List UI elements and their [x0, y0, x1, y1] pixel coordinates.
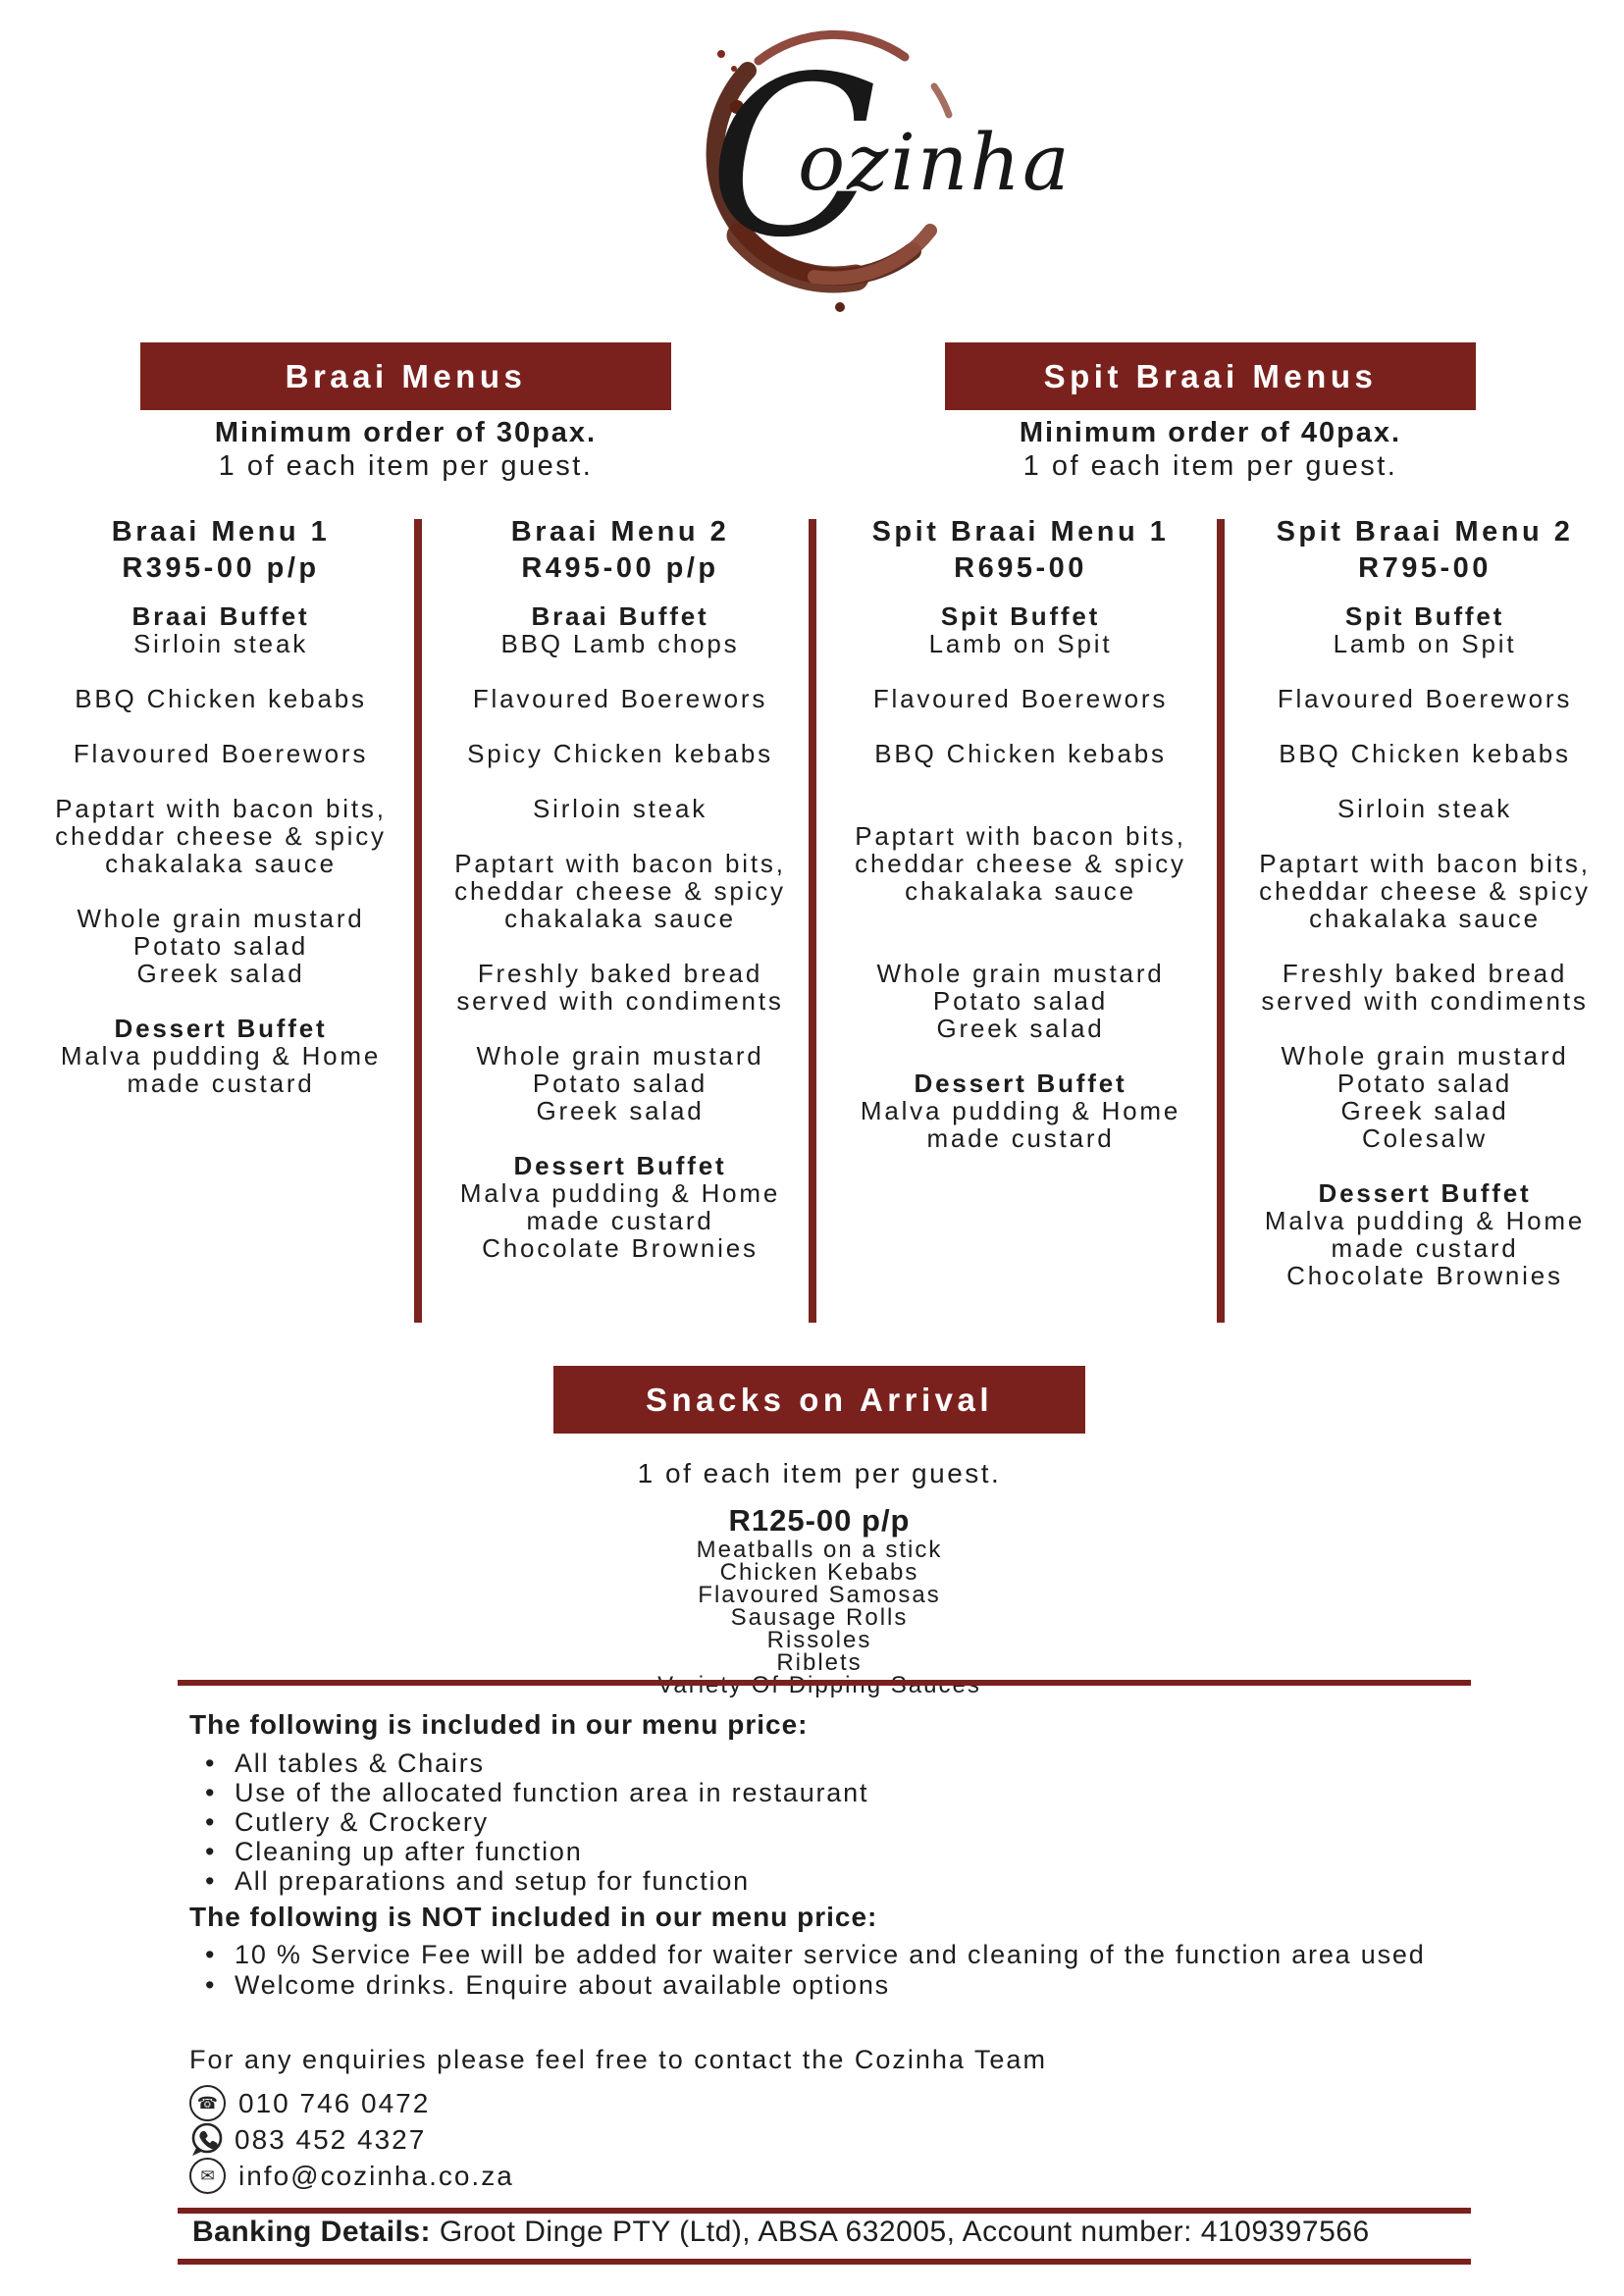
menu-item: chakalaka sauce: [504, 904, 736, 933]
menu-item: Chocolate Brownies: [1286, 1261, 1563, 1290]
menu-block: [32, 1015, 409, 1097]
menu-item: Paptart with bacon bits,: [855, 821, 1186, 851]
snacks-price: R125-00 p/p: [728, 1503, 911, 1538]
menu-item: Lamb on Spit: [1333, 629, 1517, 658]
menu-items: [32, 602, 409, 1097]
menu-block: [1236, 795, 1613, 822]
menu-block: [432, 795, 809, 822]
menu-item: made custard: [127, 1069, 315, 1098]
menu-block: [832, 1070, 1209, 1152]
menu-items: [432, 602, 809, 1262]
braai-menu-2-column: [432, 514, 809, 1262]
bullet-item: • All preparations and setup for function: [189, 1866, 1494, 1896]
column-divider: [414, 519, 422, 1323]
menu-item: Greek salad: [536, 1096, 705, 1125]
phone-row: [189, 2085, 1494, 2121]
snacks-on-arrival-header: [553, 1366, 1085, 1434]
banking-label: Banking Details:: [192, 2216, 432, 2248]
snack-item: Flavoured Samosas: [698, 1582, 941, 1608]
not-included-heading: The following is NOT included in our menu price:: [189, 1902, 878, 1932]
buffet-heading: Spit Buffet: [940, 601, 1101, 631]
snack-item: Meatballs on a stick: [696, 1537, 943, 1563]
section-divider: [178, 1680, 1471, 1686]
bullet-item: • All tables & Chairs: [189, 1748, 1494, 1778]
banking-divider-bottom: [178, 2259, 1471, 2265]
whatsapp-icon: [187, 2121, 225, 2159]
spit-braai-menu-1-column: [832, 514, 1209, 1152]
menu-block: [432, 602, 809, 657]
banking-divider-top: [178, 2208, 1471, 2214]
menu-block: [432, 960, 809, 1015]
column-title: Braai Menu 2 R495-00 p/p: [510, 516, 730, 584]
braai-menus-header: [140, 342, 671, 410]
snacks-title: Snacks on Arrival: [645, 1381, 994, 1418]
menu-item: Whole grain mustard: [876, 959, 1165, 988]
included-list: [189, 1748, 1494, 1896]
snacks-items: [402, 1539, 1236, 1696]
menu-item: Paptart with bacon bits,: [1259, 849, 1591, 878]
spit-minimum-note: [906, 416, 1515, 483]
bullet-item: • 10 % Service Fee will be added for waiter service and cleaning of the function area used: [189, 1941, 1494, 1969]
menu-item: served with condiments: [1261, 986, 1589, 1016]
snack-item: Rissoles: [766, 1627, 872, 1653]
banking-details: [192, 2216, 1488, 2249]
bullet-item: • Cleaning up after function: [189, 1837, 1494, 1866]
menu-item: Freshly baked bread: [477, 959, 763, 988]
snack-item: Chicken Kebabs: [719, 1559, 919, 1586]
envelope-icon: ✉: [189, 2158, 226, 2194]
menu-block: [1236, 960, 1613, 1015]
menu-block: [832, 960, 1209, 1042]
column-title: Braai Menu 1 R395-00 p/p: [111, 516, 331, 584]
menu-item: cheddar cheese & spicy: [855, 849, 1186, 878]
menu-block: [832, 822, 1209, 905]
menu-item: Sirloin steak: [1336, 794, 1513, 823]
whatsapp-number: 083 452 4327: [235, 2123, 427, 2155]
menu-item: Malva pudding & Home: [1264, 1206, 1586, 1235]
menu-block: [32, 740, 409, 767]
menu-item: Colesalw: [1362, 1123, 1488, 1153]
menu-item: Flavoured Boerewors: [73, 739, 369, 768]
menu-item: Flavoured Boerewors: [872, 684, 1169, 713]
menu-item: Lamb on Spit: [928, 629, 1113, 658]
menu-block: [1236, 1042, 1613, 1152]
menu-block: [432, 1042, 809, 1124]
menu-item: served with condiments: [456, 986, 784, 1016]
menu-block: [32, 602, 409, 657]
menu-item: made custard: [926, 1123, 1115, 1153]
column-divider: [809, 519, 816, 1323]
menu-item: chakalaka sauce: [105, 849, 337, 878]
menu-item: Potato salad: [932, 986, 1109, 1016]
buffet-heading: Dessert Buffet: [1318, 1178, 1532, 1208]
not-included-list: [189, 1941, 1494, 2000]
menu-item: Sirloin steak: [132, 629, 309, 658]
spit-braai-menu-2-column: [1236, 514, 1613, 1289]
menu-item: Malva pudding & Home: [60, 1041, 382, 1070]
spit-min-order: Minimum order of 40pax.: [1019, 417, 1402, 448]
menu-block: [32, 685, 409, 712]
menu-block: [1236, 685, 1613, 712]
logo-wordmark: ozinha: [798, 117, 1072, 208]
menu-item: Potato salad: [1336, 1069, 1513, 1098]
snacks-per-guest: 1 of each item per guest.: [637, 1458, 1002, 1488]
snack-item: Sausage Rolls: [730, 1604, 909, 1631]
email-row: [189, 2158, 1494, 2194]
included-section: [189, 1709, 1494, 1896]
spit-per-guest: 1 of each item per guest.: [1022, 450, 1398, 482]
menu-block: [832, 685, 1209, 712]
menu-item: made custard: [526, 1206, 714, 1235]
included-heading: The following is included in our menu price:: [189, 1709, 809, 1740]
menu-item: Malva pudding & Home: [459, 1178, 781, 1208]
menu-item: Greek salad: [936, 1014, 1105, 1043]
menu-items: [832, 602, 1209, 1152]
menu-block: [1236, 850, 1613, 932]
braai-menu-1-column: [32, 514, 409, 1097]
menu-item: Potato salad: [532, 1069, 708, 1098]
snacks-section: [402, 1458, 1236, 1696]
menu-item: Spicy Chicken kebabs: [467, 739, 773, 768]
menu-item: cheddar cheese & spicy: [55, 821, 387, 851]
whatsapp-row: [189, 2121, 1494, 2158]
menu-block: [832, 602, 1209, 657]
menu-item: Potato salad: [132, 931, 309, 961]
buffet-heading: Dessert Buffet: [114, 1014, 328, 1043]
menu-item: BBQ Chicken kebabs: [75, 684, 367, 713]
menu-item: Malva pudding & Home: [860, 1096, 1181, 1125]
menu-item: Chocolate Brownies: [482, 1233, 759, 1263]
menu-item: Freshly baked bread: [1282, 959, 1568, 988]
spit-braai-menus-header: [945, 342, 1476, 410]
snack-item: Riblets: [776, 1649, 863, 1676]
menu-block: [432, 685, 809, 712]
menu-item: made custard: [1331, 1233, 1519, 1263]
menu-item: Greek salad: [136, 959, 305, 988]
buffet-heading: Braai Buffet: [531, 601, 709, 631]
menu-block: [32, 795, 409, 877]
menu-item: cheddar cheese & spicy: [1259, 876, 1591, 906]
menu-item: chakalaka sauce: [905, 876, 1136, 906]
spit-braai-menus-title: Spit Braai Menus: [1043, 357, 1378, 394]
menu-item: Paptart with bacon bits,: [55, 794, 387, 823]
menu-block: [1236, 602, 1613, 657]
braai-per-guest: 1 of each item per guest.: [218, 450, 594, 482]
buffet-heading: Dessert Buffet: [914, 1069, 1127, 1098]
buffet-heading: Spit Buffet: [1344, 601, 1505, 631]
menu-item: Whole grain mustard: [77, 904, 365, 933]
email-address: info@cozinha.co.za: [238, 2160, 514, 2191]
bullet-item: • Welcome drinks. Enquire about available options: [189, 1971, 1494, 2000]
menu-block: [432, 740, 809, 767]
menu-item: BBQ Chicken kebabs: [874, 739, 1167, 768]
menu-block: [832, 740, 1209, 767]
phone-number: 010 746 0472: [238, 2087, 431, 2118]
menu-item: Greek salad: [1340, 1096, 1509, 1125]
contact-intro: For any enquiries please feel free to contact the Cozinha Team: [189, 2045, 1047, 2074]
column-title: Spit Braai Menu 2 R795-00: [1276, 516, 1574, 584]
menu-item: cheddar cheese & spicy: [454, 876, 786, 906]
braai-minimum-note: [101, 416, 710, 483]
contact-section: [189, 2045, 1494, 2194]
menu-item: BBQ Chicken kebabs: [1279, 739, 1571, 768]
menu-item: Flavoured Boerewors: [472, 684, 768, 713]
braai-menus-title: Braai Menus: [285, 357, 527, 394]
menu-item: Paptart with bacon bits,: [454, 849, 786, 878]
menu-block: [1236, 740, 1613, 767]
column-title: Spit Braai Menu 1 R695-00: [871, 516, 1170, 584]
column-divider: [1217, 519, 1225, 1323]
menu-item: Sirloin steak: [532, 794, 708, 823]
logo-wordmark-capital: C: [708, 29, 878, 287]
buffet-heading: Braai Buffet: [131, 601, 310, 631]
menu-item: Whole grain mustard: [1281, 1041, 1569, 1070]
braai-min-order: Minimum order of 30pax.: [214, 417, 598, 448]
bullet-item: • Use of the allocated function area in restaurant: [189, 1778, 1494, 1807]
not-included-section: [189, 1902, 1494, 2002]
banking-text: Groot Dinge PTY (Ltd), ABSA 632005, Account number: 4109397566: [431, 2216, 1370, 2248]
menu-block: [32, 905, 409, 987]
cozinha-logo: [618, 10, 1168, 326]
menu-item: BBQ Lamb chops: [500, 629, 740, 658]
telephone-icon: ☎: [189, 2085, 226, 2121]
menu-item: Flavoured Boerewors: [1277, 684, 1573, 713]
menu-item: chakalaka sauce: [1309, 904, 1541, 933]
menu-block: [1236, 1179, 1613, 1289]
menu-item: Whole grain mustard: [476, 1041, 764, 1070]
menu-block: [432, 850, 809, 932]
buffet-heading: Dessert Buffet: [513, 1151, 727, 1180]
menu-items: [1236, 602, 1613, 1289]
menu-block: [432, 1152, 809, 1262]
bullet-item: • Cutlery & Crockery: [189, 1807, 1494, 1837]
